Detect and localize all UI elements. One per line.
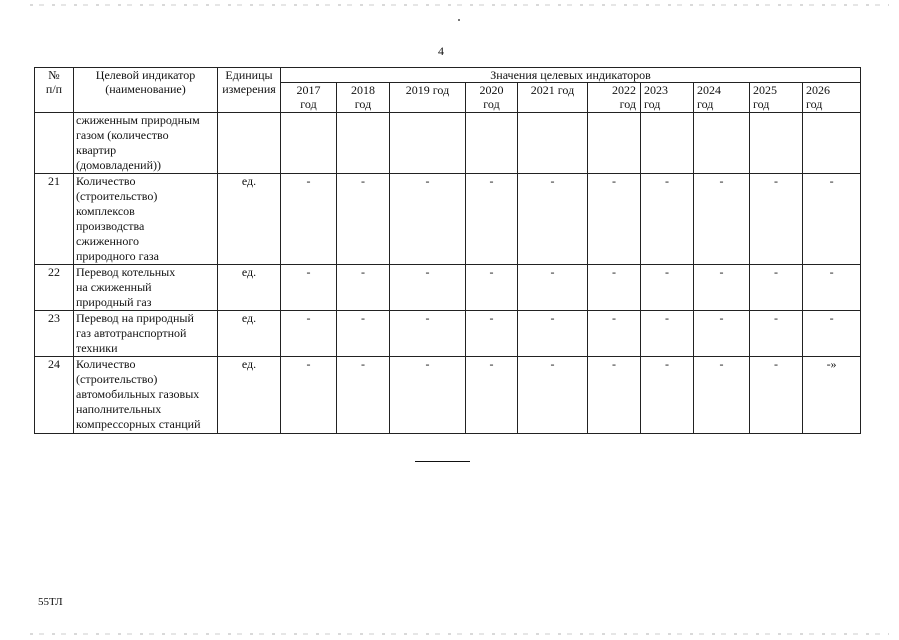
value-cell: - — [390, 311, 466, 357]
value-cell: - — [281, 311, 337, 357]
header-units — [218, 68, 281, 113]
value-cell: - — [588, 357, 641, 434]
year-unit: год — [354, 97, 372, 111]
value-cell: - — [803, 311, 861, 357]
value-cell — [390, 113, 466, 174]
row-number: 22 — [35, 265, 74, 311]
value-cell: - — [641, 265, 694, 311]
value-cell: - — [390, 174, 466, 265]
table-row — [35, 357, 861, 434]
value-cell: - — [803, 174, 861, 265]
header-year-2020 — [466, 83, 518, 113]
header-units-line1: Единицы — [225, 68, 273, 82]
year-unit: год — [644, 97, 661, 111]
header-units-line2: измерения — [222, 82, 276, 96]
value-cell: -» — [803, 357, 861, 434]
value-cell: - — [694, 265, 750, 311]
value-cell: - — [466, 265, 518, 311]
year-label: 2025 — [753, 83, 777, 97]
value-cell — [281, 113, 337, 174]
year-label: 2018 — [351, 83, 375, 97]
value-cell: - — [281, 174, 337, 265]
value-cell: - — [518, 174, 588, 265]
value-cell: - — [803, 265, 861, 311]
header-num-line1: № — [48, 68, 60, 82]
header-year-2022 — [588, 83, 641, 113]
scan-noise-bottom — [30, 633, 889, 635]
value-cell: - — [281, 265, 337, 311]
year-label: 2022 — [612, 83, 636, 97]
header-indicator — [74, 68, 218, 113]
header-year-2024 — [694, 83, 750, 113]
indicator-name-line: сжиженным природным — [76, 113, 200, 127]
indicator-name — [74, 357, 218, 434]
value-cell — [750, 113, 803, 174]
header-num — [35, 68, 74, 113]
indicator-name-line: природный газ — [76, 295, 152, 309]
year-unit: год — [300, 97, 317, 111]
indicator-name-line: на сжиженный — [76, 280, 152, 294]
value-cell: - — [337, 174, 390, 265]
value-cell: - — [518, 265, 588, 311]
table-row — [35, 265, 861, 311]
indicator-name-line: автомобильных газовых — [76, 387, 200, 401]
indicator-name-line: Количество — [76, 174, 136, 188]
indicator-name-line: наполнительных — [76, 402, 162, 416]
indicator-name — [74, 174, 218, 265]
value-cell: - — [641, 311, 694, 357]
indicator-name-line: производства — [76, 219, 145, 233]
value-cell — [641, 113, 694, 174]
value-cell: - — [750, 311, 803, 357]
unit-cell — [218, 113, 281, 174]
value-cell: - — [641, 174, 694, 265]
indicator-name-line: компрессорных станций — [76, 417, 201, 431]
indicator-name-line: природного газа — [76, 249, 159, 263]
unit-cell: ед. — [218, 174, 281, 265]
value-cell: - — [588, 311, 641, 357]
value-cell: - — [337, 265, 390, 311]
value-cell — [694, 113, 750, 174]
indicator-name-line: Перевод котельных — [76, 265, 176, 279]
value-cell: - — [694, 174, 750, 265]
value-cell: - — [750, 265, 803, 311]
unit-cell: ед. — [218, 311, 281, 357]
value-cell: - — [466, 357, 518, 434]
value-cell: - — [750, 174, 803, 265]
header-year-2017 — [281, 83, 337, 113]
header-year-2025 — [750, 83, 803, 113]
value-cell: - — [281, 357, 337, 434]
year-unit: год — [619, 97, 636, 111]
page-number: 4 — [438, 44, 444, 58]
value-cell: - — [390, 357, 466, 434]
value-cell: - — [518, 311, 588, 357]
year-label: 2026 — [806, 83, 830, 97]
indicator-name-line: сжиженного — [76, 234, 139, 248]
header-row-1 — [35, 68, 861, 83]
value-cell: - — [390, 265, 466, 311]
unit-cell: ед. — [218, 357, 281, 434]
header-num-line2: п/п — [45, 82, 63, 96]
indicator-name — [74, 311, 218, 357]
unit-cell: ед. — [218, 265, 281, 311]
table-row — [35, 113, 861, 174]
year-label: 2023 — [644, 83, 668, 97]
indicator-name-line: техники — [76, 341, 118, 355]
year-unit: год — [806, 97, 823, 111]
value-cell: - — [337, 311, 390, 357]
indicator-name-line: газ автотранспортной — [76, 326, 187, 340]
year-unit: год — [697, 97, 714, 111]
indicator-name-line: (домовладений)) — [76, 158, 161, 172]
scan-noise-top — [30, 4, 889, 6]
year-label: 2021 год — [530, 83, 575, 97]
year-label: 2020 — [479, 83, 504, 97]
table-row — [35, 174, 861, 265]
value-cell: - — [466, 311, 518, 357]
header-year-2019 — [390, 83, 466, 113]
row-number: 23 — [35, 311, 74, 357]
value-cell — [466, 113, 518, 174]
year-unit: год — [483, 97, 500, 111]
header-year-2023 — [641, 83, 694, 113]
indicator-name — [74, 113, 218, 174]
value-cell: - — [337, 357, 390, 434]
year-label: 2019 год — [405, 83, 450, 97]
value-cell: - — [588, 174, 641, 265]
value-cell — [518, 113, 588, 174]
header-indicator-line2: (наименование) — [105, 82, 186, 96]
value-cell — [588, 113, 641, 174]
end-of-document-rule — [415, 461, 470, 462]
target-indicators-table — [34, 67, 861, 434]
value-cell: - — [466, 174, 518, 265]
header-year-2018 — [337, 83, 390, 113]
indicator-name-line: Количество — [76, 357, 136, 371]
value-cell: - — [641, 357, 694, 434]
header-values-title: Значения целевых индикаторов — [281, 68, 861, 83]
header-year-2026 — [803, 83, 861, 113]
header-indicator-line1: Целевой индикатор — [95, 68, 196, 82]
footer-code: 55ТЛ — [38, 596, 63, 608]
row-number: 24 — [35, 357, 74, 434]
indicator-name-line: комплексов — [76, 204, 135, 218]
indicator-name-line: (строительство) — [76, 189, 158, 203]
value-cell — [337, 113, 390, 174]
value-cell: - — [750, 357, 803, 434]
year-label: 2024 — [697, 83, 721, 97]
indicator-name-line: (строительство) — [76, 372, 158, 386]
indicator-name-line: квартир — [76, 143, 117, 157]
indicator-name — [74, 265, 218, 311]
value-cell: - — [518, 357, 588, 434]
value-cell — [803, 113, 861, 174]
row-number: 21 — [35, 174, 74, 265]
value-cell: - — [694, 357, 750, 434]
value-cell: - — [588, 265, 641, 311]
header-year-2021 — [518, 83, 588, 113]
indicator-name-line: газом (количество — [76, 128, 169, 142]
value-cell: - — [694, 311, 750, 357]
table-row — [35, 311, 861, 357]
year-unit: год — [753, 97, 770, 111]
year-label: 2017 — [296, 83, 321, 97]
indicator-name-line: Перевод на природный — [76, 311, 194, 325]
scan-speck — [458, 19, 460, 21]
row-number — [35, 113, 74, 174]
